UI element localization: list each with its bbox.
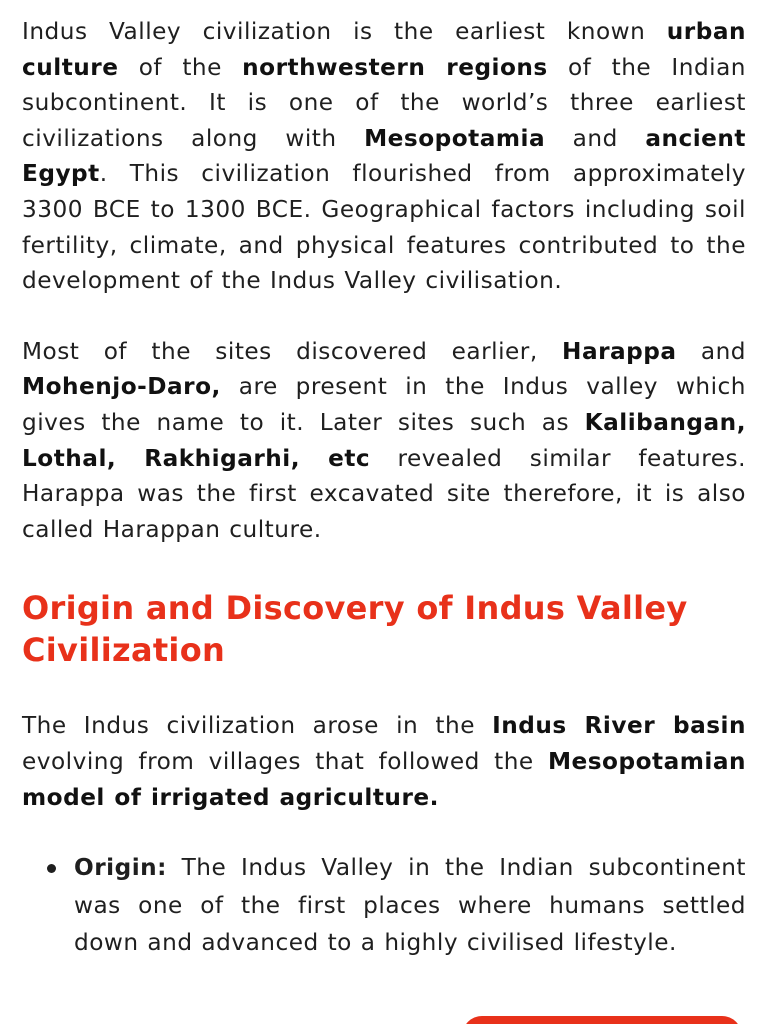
intro-paragraph — [22, 14, 746, 299]
intro-text-2: of the — [118, 53, 243, 81]
bullet-text-origin: The Indus Valley in the Indian subcontinent was one of the first places where humans settled down and advanced to a highly civilised lifestyle. — [74, 854, 746, 957]
sites-bold-mohenjo-daro: Mohenjo-Daro, — [22, 373, 221, 401]
intro-bold-northwestern-regions: northwestern regions — [242, 53, 548, 81]
origin-text-1: The Indus civilization arose in the — [22, 712, 493, 740]
bullet-dot-icon — [47, 864, 56, 873]
floating-action-button[interactable] — [462, 1016, 742, 1024]
sites-bold-harappa: Harappa — [562, 337, 677, 365]
sites-bold-later-sites: Kalibangan, Lothal, Rakhigarhi, etc — [22, 408, 746, 472]
article-body — [22, 14, 746, 962]
intro-text-5: . This civilization flourished from approximately 3300 BCE to 1300 BCE. Geographical factors including soil fertility, climate, and physical features contributed to the development of the Indus Valley civilisation. — [22, 160, 746, 295]
sites-text-1: Most of the sites discovered earlier, — [22, 337, 563, 365]
intro-bold-mesopotamia: Mesopotamia — [364, 124, 546, 152]
intro-text-1: Indus Valley civilization is the earliest known — [22, 18, 667, 45]
intro-text-3: of the Indian subcontinent. It is one of the world’s three earliest civilizations along with — [22, 53, 747, 152]
origin-bold-mesopotamian-model: Mesopotamian model of irrigated agriculture. — [22, 747, 746, 811]
sites-text-2: and — [676, 337, 747, 365]
origin-text-2: evolving from villages that followed the — [22, 747, 548, 775]
bullet-list — [22, 849, 746, 962]
intro-text-4: and — [545, 124, 646, 152]
origin-bold-indus-river-basin: Indus River basin — [492, 712, 746, 740]
intro-bold-ancient-egypt: ancient Egypt — [22, 124, 746, 188]
section-heading: Origin and Discovery of Indus Valley Civilization — [22, 589, 688, 670]
sites-text-4: revealed similar features. Harappa was the first excavated site therefore, it is also called Harappan culture. — [22, 444, 746, 543]
list-item — [74, 849, 746, 962]
origin-paragraph — [22, 708, 746, 815]
sites-text-3: are present in the Indus valley which gives the name to it. Later sites such as — [22, 373, 746, 436]
intro-bold-urban-culture: urban culture — [22, 18, 746, 81]
bullet-label-origin: Origin: — [74, 854, 167, 882]
sites-paragraph — [22, 334, 746, 548]
